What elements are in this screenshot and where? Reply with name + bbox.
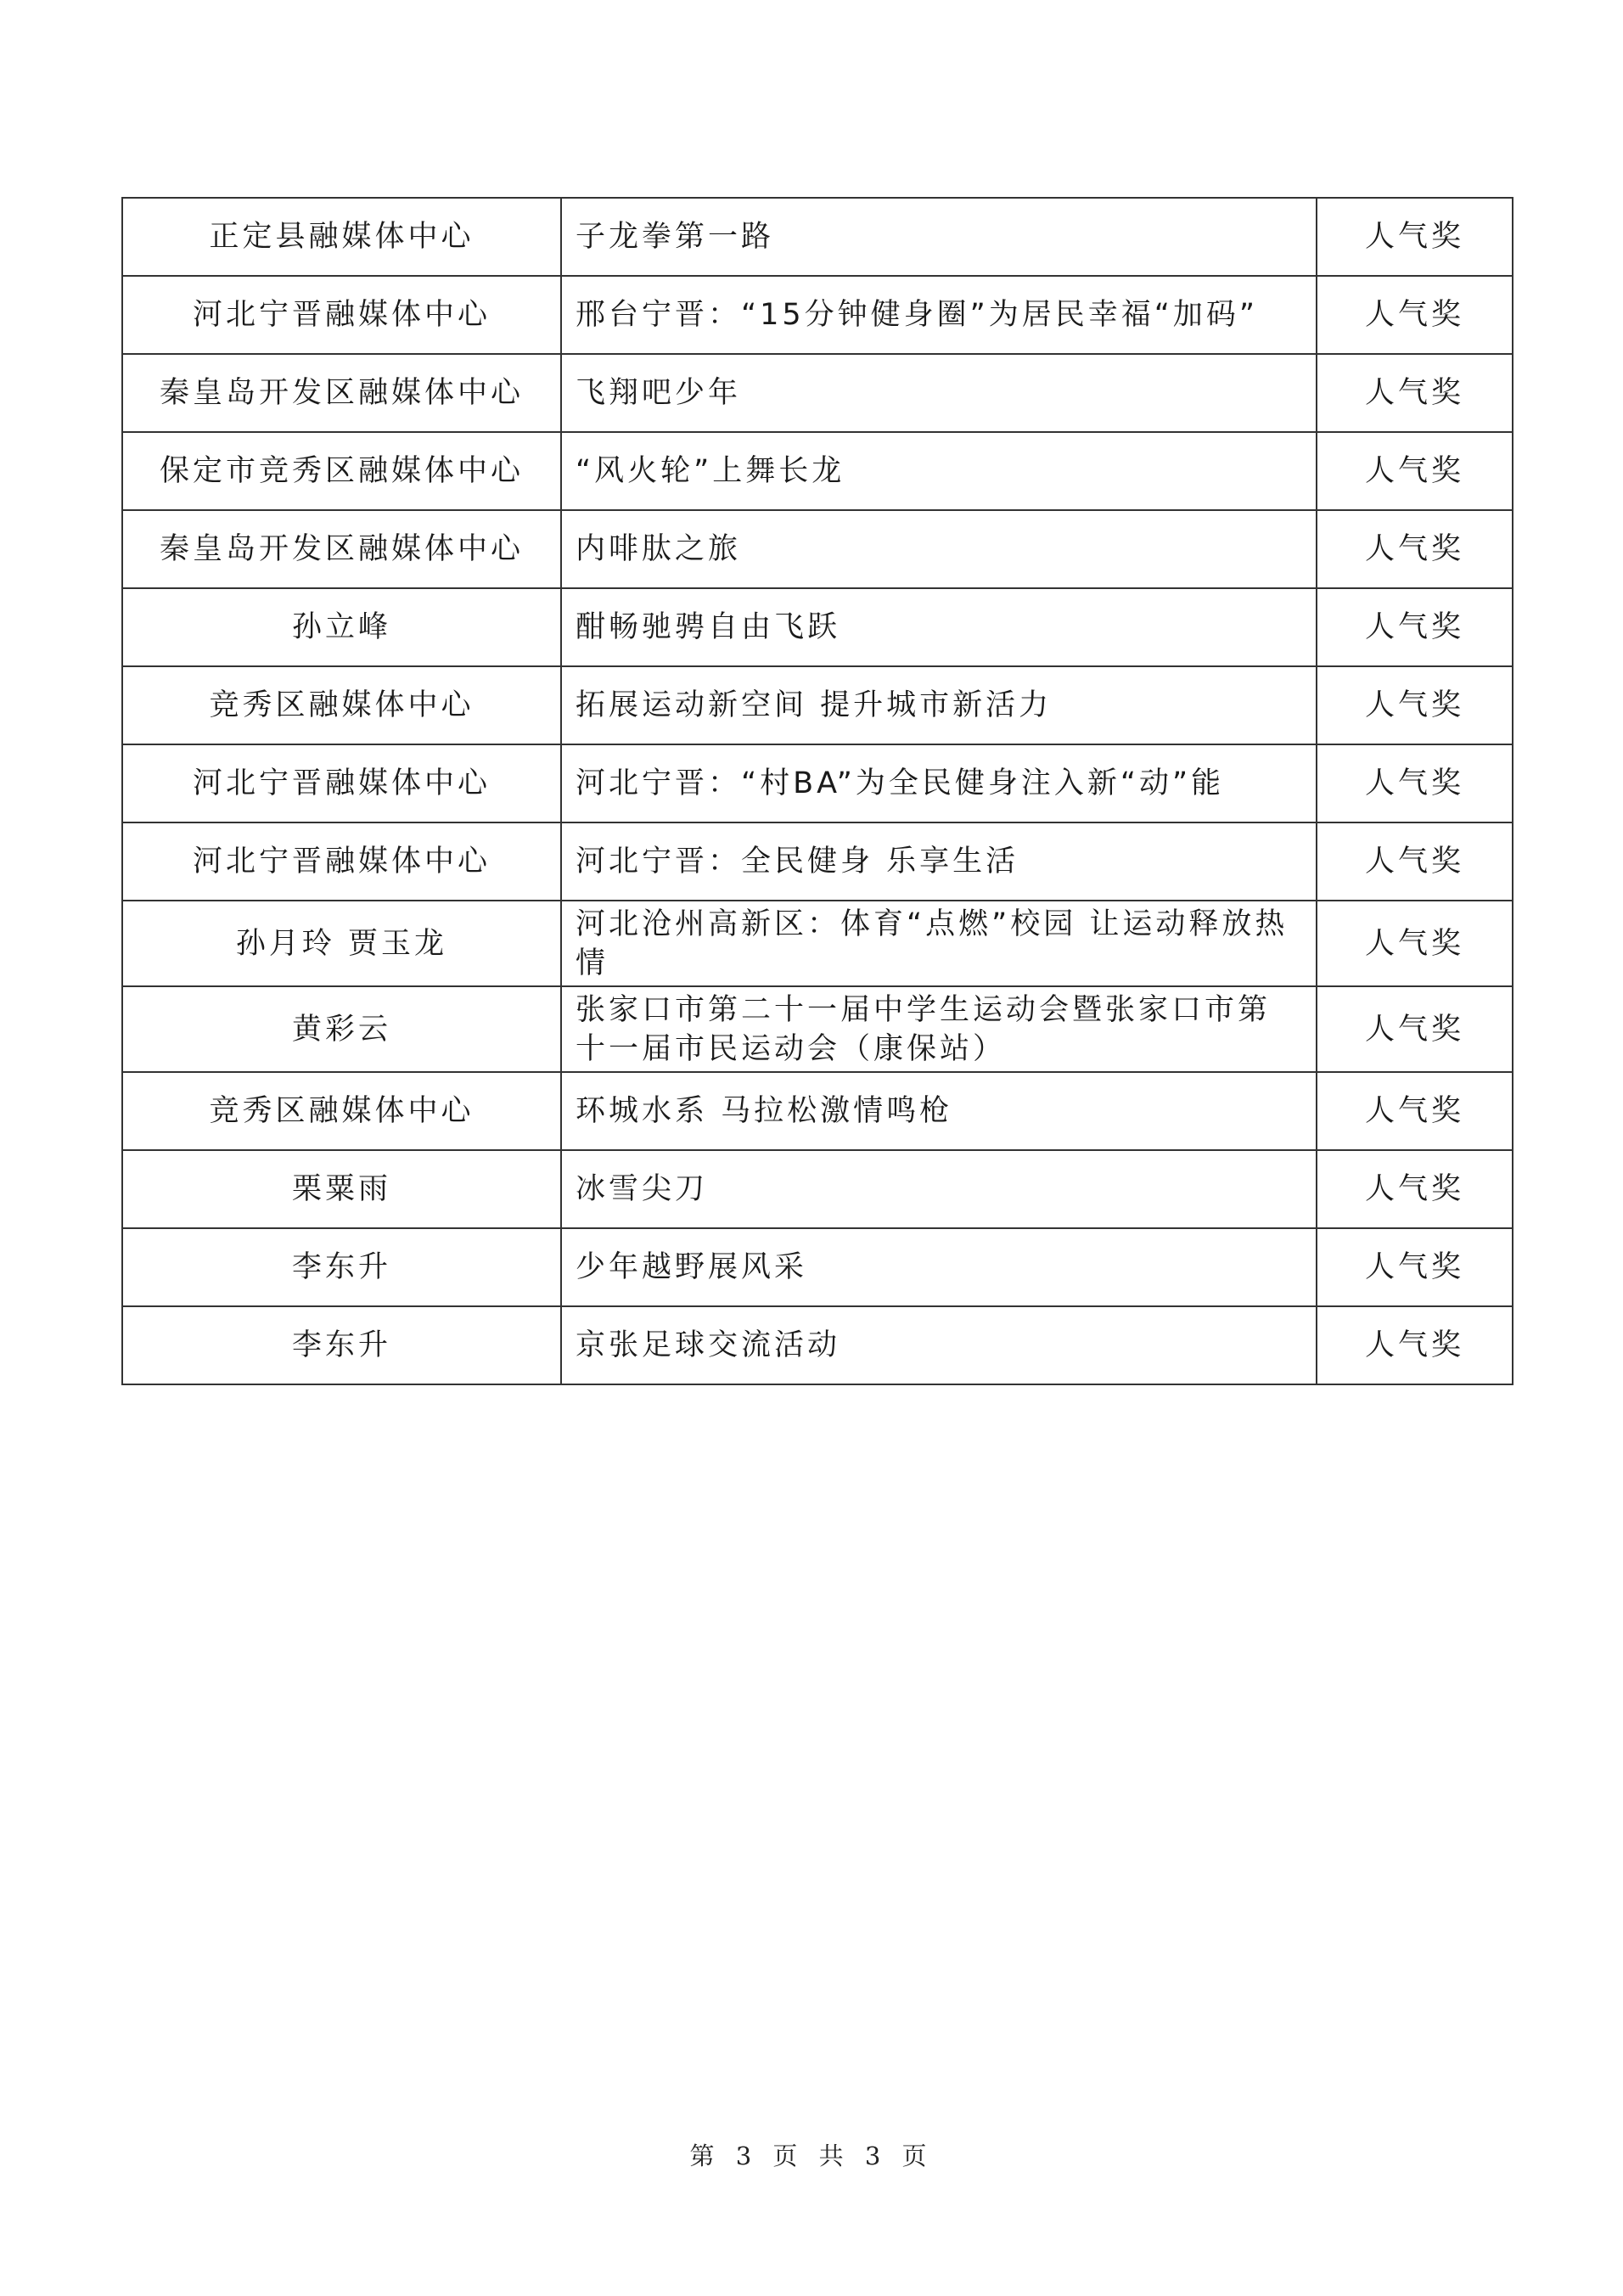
table-row <box>122 901 1513 986</box>
table-row <box>122 510 1513 588</box>
author-cell: 栗粟雨 <box>122 1150 561 1228</box>
awards-table-body <box>122 198 1513 1384</box>
award-cell: 人气奖 <box>1317 588 1513 666</box>
author-cell: 孙月玲 贾玉龙 <box>122 901 561 986</box>
table-row <box>122 1306 1513 1384</box>
title-cell: 子龙拳第一路 <box>561 198 1317 276</box>
title-cell: 邢台宁晋：“15分钟健身圈”为居民幸福“加码” <box>561 276 1317 354</box>
table-row <box>122 276 1513 354</box>
title-cell: 内啡肽之旅 <box>561 510 1317 588</box>
author-cell: 河北宁晋融媒体中心 <box>122 822 561 901</box>
award-cell: 人气奖 <box>1317 198 1513 276</box>
table-row <box>122 198 1513 276</box>
table-row <box>122 354 1513 432</box>
award-cell: 人气奖 <box>1317 276 1513 354</box>
author-cell: 李东升 <box>122 1228 561 1306</box>
author-cell: 正定县融媒体中心 <box>122 198 561 276</box>
award-cell: 人气奖 <box>1317 744 1513 822</box>
title-cell: 环城水系 马拉松激情鸣枪 <box>561 1072 1317 1150</box>
title-cell: 拓展运动新空间 提升城市新活力 <box>561 666 1317 744</box>
title-cell: 张家口市第二十一届中学生运动会暨张家口市第十一届市民运动会（康保站） <box>561 986 1317 1072</box>
award-cell: 人气奖 <box>1317 1306 1513 1384</box>
title-cell: 飞翔吧少年 <box>561 354 1317 432</box>
table-row <box>122 1228 1513 1306</box>
author-cell: 黄彩云 <box>122 986 561 1072</box>
table-row <box>122 986 1513 1072</box>
author-cell: 竞秀区融媒体中心 <box>122 666 561 744</box>
page-number-footer: 第 3 页 共 3 页 <box>689 2142 934 2170</box>
award-cell: 人气奖 <box>1317 510 1513 588</box>
award-cell: 人气奖 <box>1317 1072 1513 1150</box>
title-cell: 少年越野展风采 <box>561 1228 1317 1306</box>
author-cell: 秦皇岛开发区融媒体中心 <box>122 354 561 432</box>
title-cell: 河北宁晋：“村BA”为全民健身注入新“动”能 <box>561 744 1317 822</box>
award-cell: 人气奖 <box>1317 1150 1513 1228</box>
table-row <box>122 1072 1513 1150</box>
author-cell: 孙立峰 <box>122 588 561 666</box>
title-cell: “风火轮”上舞长龙 <box>561 432 1317 510</box>
table-row <box>122 744 1513 822</box>
award-cell: 人气奖 <box>1317 822 1513 901</box>
award-cell: 人气奖 <box>1317 666 1513 744</box>
table-row <box>122 588 1513 666</box>
title-cell: 冰雪尖刀 <box>561 1150 1317 1228</box>
award-cell: 人气奖 <box>1317 1228 1513 1306</box>
author-cell: 保定市竞秀区融媒体中心 <box>122 432 561 510</box>
title-cell: 河北宁晋：全民健身 乐享生活 <box>561 822 1317 901</box>
award-cell: 人气奖 <box>1317 986 1513 1072</box>
table-row <box>122 432 1513 510</box>
table-row <box>122 822 1513 901</box>
author-cell: 竞秀区融媒体中心 <box>122 1072 561 1150</box>
table-row <box>122 1150 1513 1228</box>
title-cell: 河北沧州高新区：体育“点燃”校园 让运动释放热情 <box>561 901 1317 986</box>
award-cell: 人气奖 <box>1317 432 1513 510</box>
table-row <box>122 666 1513 744</box>
award-cell: 人气奖 <box>1317 354 1513 432</box>
title-cell: 酣畅驰骋自由飞跃 <box>561 588 1317 666</box>
author-cell: 李东升 <box>122 1306 561 1384</box>
award-cell: 人气奖 <box>1317 901 1513 986</box>
author-cell: 秦皇岛开发区融媒体中心 <box>122 510 561 588</box>
author-cell: 河北宁晋融媒体中心 <box>122 276 561 354</box>
awards-table <box>121 197 1513 1385</box>
title-cell: 京张足球交流活动 <box>561 1306 1317 1384</box>
author-cell: 河北宁晋融媒体中心 <box>122 744 561 822</box>
